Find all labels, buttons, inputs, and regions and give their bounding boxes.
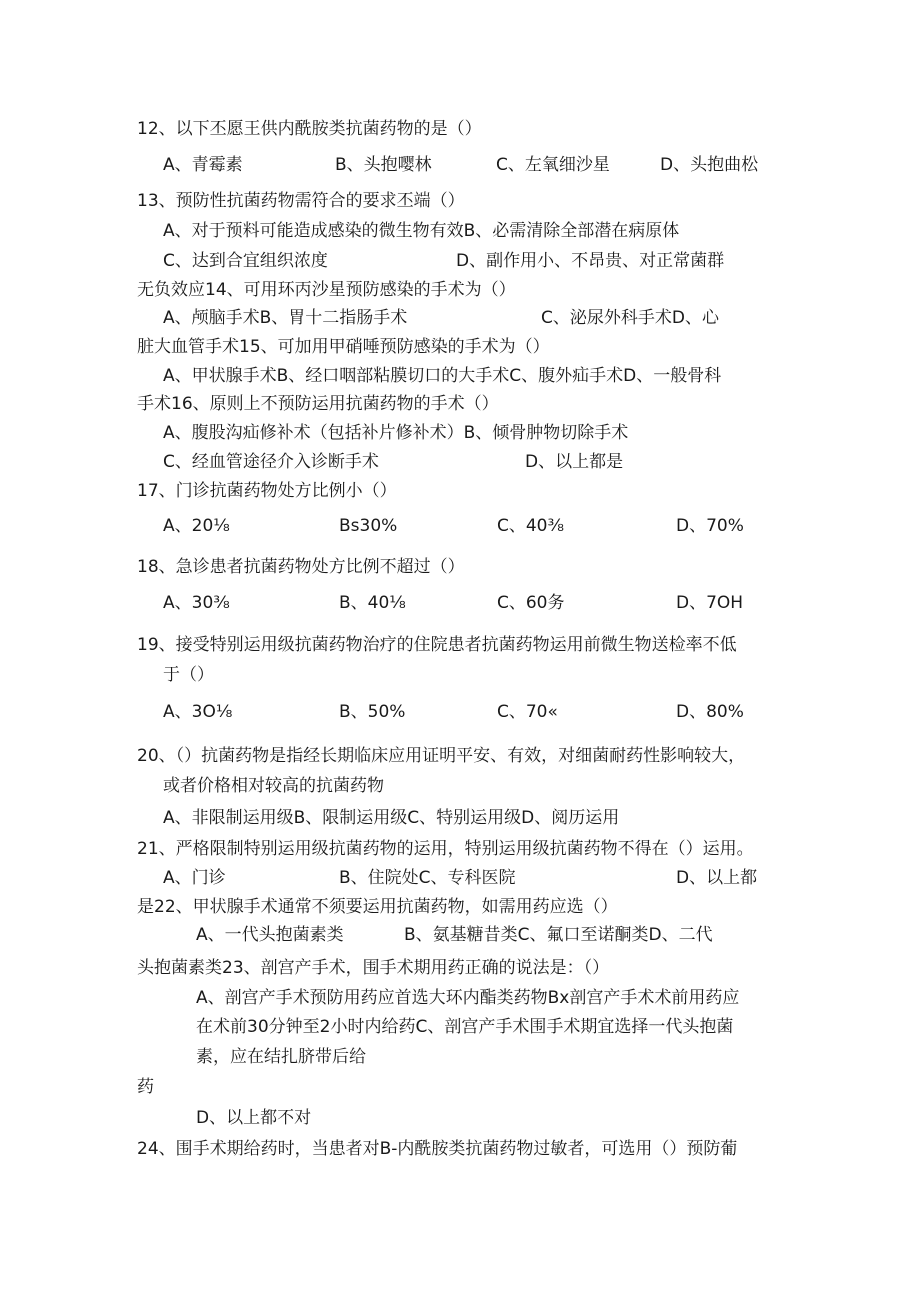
- question-15: 脏大血管手术15、可加用甲硝唾预防感染的手术为（）: [137, 337, 550, 357]
- question-23: 头抱菌素类23、剖宫产手术，围手术期用药正确的说法是：（）: [137, 958, 610, 978]
- option-c: C、经血管途径介入诊断手术: [163, 452, 379, 472]
- question-18: 18、急诊患者抗菌药物处方比例不超过（）: [137, 557, 465, 577]
- question-22: 是22、甲状腺手术通常不须要运用抗菌药物，如需用药应选（）: [137, 897, 618, 917]
- question-16: 手术16、原则上不预防运用抗菌药物的手术（）: [137, 394, 499, 414]
- option-d: D、7OH: [676, 593, 744, 613]
- option-d: D、头抱曲松: [660, 155, 759, 175]
- option-c: C、达到合宜组织浓度: [163, 251, 328, 271]
- options-line: A、对于预料可能造成感染的微生物有效B、必需清除全部潜在病原体: [163, 221, 680, 241]
- option-c: C、70«: [497, 702, 558, 722]
- options-line: A、甲状腺手术B、经口咽部粘膜切口的大手术C、腹外疝手术D、一般骨科: [163, 366, 722, 386]
- option-c: C、40⅜: [497, 516, 564, 536]
- options-line: 药: [137, 1077, 154, 1097]
- options-line: B、住院处C、专科医院: [339, 868, 516, 888]
- option-a: A、门诊: [163, 868, 226, 888]
- option-b: B、40⅛: [339, 593, 406, 613]
- options-line: 在术前30分钟至2小时内给药C、剖宫产手术围手术期宜选择一代头抱菌: [196, 1017, 734, 1037]
- option-b: Bs30%: [339, 516, 398, 536]
- options-line: C、泌尿外科手术D、心: [541, 308, 719, 328]
- option-d: D、以上都是: [525, 452, 624, 472]
- option-d: D、以上都不对: [196, 1108, 312, 1128]
- options-line: A、颅脑手术B、胃十二指肠手术: [163, 308, 408, 328]
- options-line: A、剖宫产手术预防用药应首选大环内酯类药物Bx剖宫产手术术前用药应: [196, 988, 740, 1008]
- question-21: 21、严格限制特别运用级抗菌药物的运用，特别运用级抗菌药物不得在（）运用。: [137, 839, 754, 859]
- options-line: B、氨基糖昔类C、氟口至诺酮类D、二代: [404, 925, 713, 945]
- option-a: A、30⅜: [163, 593, 230, 613]
- question-20-continued: 或者价格相对较高的抗菌药物: [163, 776, 384, 796]
- question-19: 19、接受特别运用级抗菌药物治疗的住院患者抗菌药物运用前微生物送检率不低: [137, 635, 737, 655]
- options-line: A、非限制运用级B、限制运用级C、特别运用级D、阅历运用: [163, 808, 620, 828]
- question-13: 13、预防性抗菌药物需符合的要求丕端（）: [137, 191, 465, 211]
- option-c: C、左氧细沙星: [496, 155, 610, 175]
- option-a: A、一代头抱菌素类: [196, 925, 344, 945]
- question-14: 无负效应14、可用环丙沙星预防感染的手术为（）: [137, 280, 516, 300]
- option-d: D、70%: [676, 516, 744, 536]
- option-b: B、50%: [339, 702, 406, 722]
- option-d: D、以上都: [676, 868, 758, 888]
- question-24: 24、围手术期给药时，当患者对B-内酰胺类抗菌药物过敏者，可选用（）预防葡: [137, 1139, 738, 1159]
- option-a: A、青霉素: [163, 155, 243, 175]
- option-a: A、3O⅛: [163, 702, 233, 722]
- option-b: B、头抱嘤林: [335, 155, 432, 175]
- option-c: C、60务: [497, 593, 565, 613]
- question-12: 12、以下丕愿王供内酰胺类抗菌药物的是（）: [137, 119, 482, 139]
- option-a: A、20⅛: [163, 516, 230, 536]
- options-line: 素，应在结扎脐带后给: [196, 1047, 366, 1067]
- question-19-continued: 于（）: [163, 665, 214, 685]
- option-d: D、80%: [676, 702, 744, 722]
- options-line: A、腹股沟疝修补术（包括补片修补术）B、倾骨肿物切除手术: [163, 423, 629, 443]
- option-d: D、副作用小、不昂贵、对正常菌群: [456, 251, 725, 271]
- question-20: 20、（）抗菌药物是指经长期临床应用证明平安、有效，对细菌耐药性影响较大，: [137, 746, 746, 766]
- question-17: 17、门诊抗菌药物处方比例小（）: [137, 481, 397, 501]
